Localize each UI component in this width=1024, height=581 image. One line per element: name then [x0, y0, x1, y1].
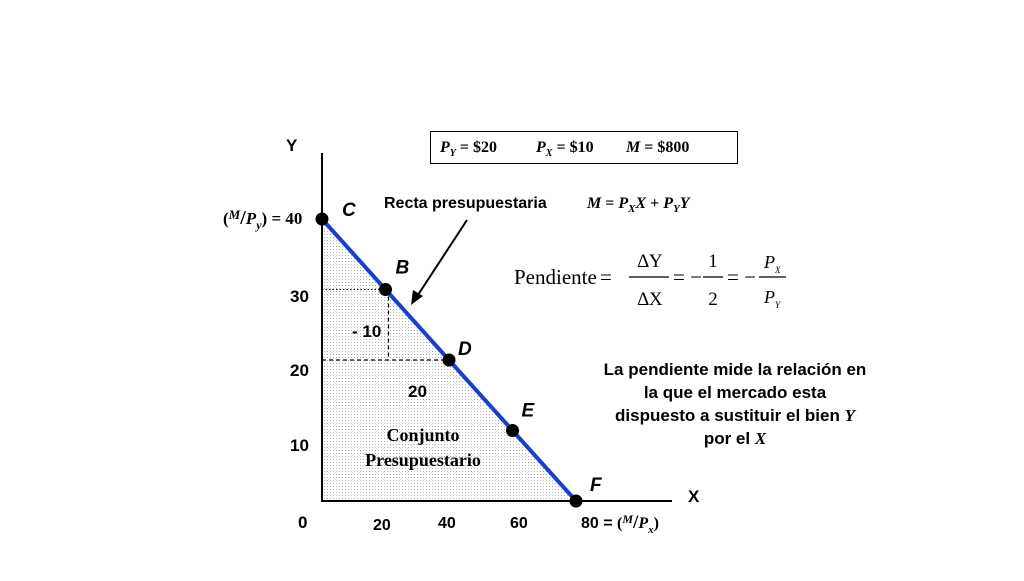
x-axis-label: X [688, 487, 700, 506]
point-label-b: B [395, 257, 410, 279]
note-line: la que el mercado esta [643, 383, 827, 402]
x-intercept-label: $80 = (^M/P_x)$ [581, 512, 659, 536]
slope-explanation-note [580, 358, 890, 450]
callout-arrow-head [411, 290, 423, 305]
y-tick-label: 10 [290, 436, 309, 455]
point-label-e: E [521, 400, 535, 422]
price-px: $P_X$ = $10 [536, 139, 594, 160]
slope-px: $P_X$ [764, 252, 781, 275]
point-label-d: D [458, 339, 472, 360]
y-axis-label: Y [286, 136, 298, 155]
slope-dx: ∆X [637, 289, 663, 310]
note-line: por el X [703, 429, 767, 448]
y-tick-label: 20 [290, 361, 309, 380]
callout-arrow-shaft [416, 220, 467, 298]
income-m: M = $800 [626, 139, 690, 156]
price-py: $P_Y$ = $20 [440, 139, 498, 160]
point-label-f: F [590, 475, 602, 496]
point-e [506, 424, 519, 437]
price-info-box [430, 131, 738, 164]
point-d [443, 354, 456, 367]
point-c [316, 213, 329, 226]
note-line: dispuesto a sustituir el bien Y [615, 406, 855, 425]
slope-dy: ∆Y [637, 251, 663, 272]
slope-neg2: = − [727, 265, 756, 289]
region-label-line2: Presupuestario [365, 450, 481, 470]
origin-label: 0 [298, 513, 308, 532]
budget-line-label: Recta presupuestaria [384, 195, 547, 212]
slope-neg1: = − [673, 265, 702, 289]
delta-x-label: 20 [408, 382, 427, 401]
note-line: La pendiente mide la relación en [603, 360, 867, 379]
point-label-c: C [342, 200, 356, 221]
x-tick-label: 20 [373, 517, 391, 534]
delta-y-label: - 10 [352, 322, 382, 341]
y-tick-label: 30 [290, 287, 309, 306]
point-b [379, 283, 392, 296]
slope-py: $P_Y$ [764, 287, 781, 310]
slope-equals: = [600, 265, 612, 289]
slope-word: Pendiente [514, 265, 597, 289]
budget-line-equation: $M = P_XX + P_YY$ [587, 195, 690, 215]
x-tick-label: 40 [438, 515, 456, 532]
slope-one: 1 [708, 251, 718, 272]
y-intercept-label: $(^M/P_y) = 40$ [223, 207, 303, 232]
region-label-line1: Conjunto [386, 425, 460, 445]
slope-two: 2 [708, 289, 718, 310]
slope-formula [514, 251, 786, 310]
point-f [570, 495, 583, 508]
x-tick-label: 60 [510, 515, 528, 532]
